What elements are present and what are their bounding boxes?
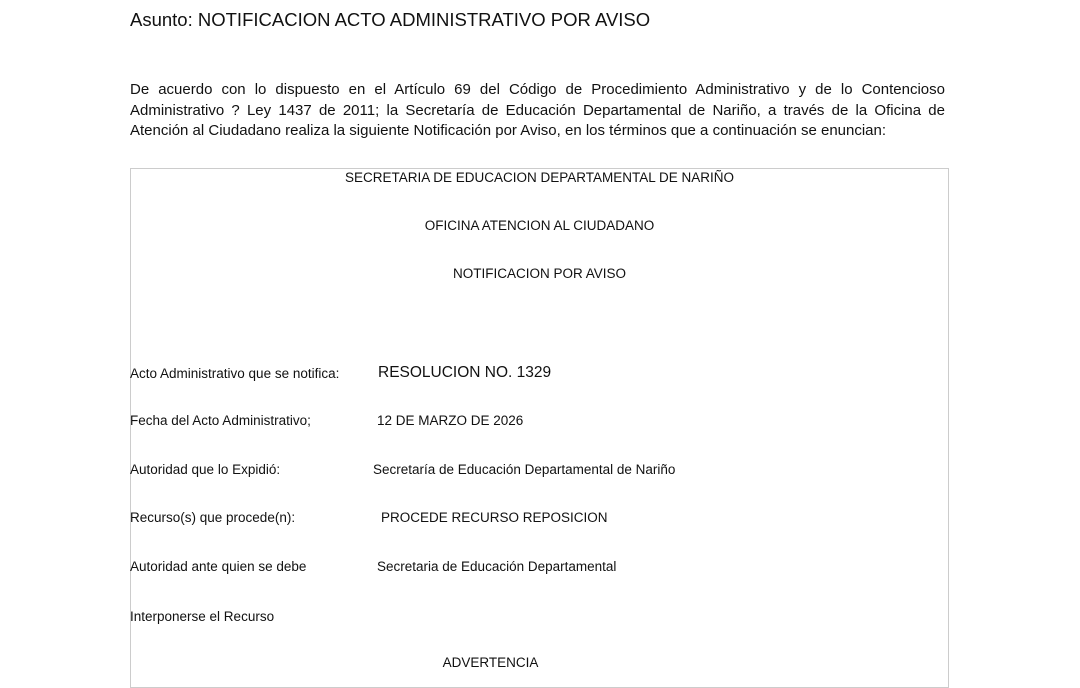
field-label-recurso: Recurso(s) que procede(n):: [130, 510, 296, 525]
field-label-acto: Acto Administrativo que se notifica:: [130, 366, 340, 381]
intro-paragraph: De acuerdo con lo dispuesto en el Artículo 69 del Código de Procedimiento Administrativo y de lo Contencioso Administrativo ? Ley 1437 de 2011; la Secretaría de Educación Departamental de Nariño, a través de la Oficina de Atención al Ciudadano realiza la siguiente Notificación por Aviso, en los términos que a continuación se enuncian:: [130, 81, 945, 139]
notice-heading-notificacion: NOTIFICACION POR AVISO: [452, 266, 627, 281]
field-label-interponerse: Interponerse el Recurso: [130, 609, 275, 624]
field-value-autoridad: Secretaría de Educación Departamental de Nariño: [373, 462, 676, 477]
field-label-fecha: Fecha del Acto Administrativo;: [130, 413, 311, 428]
field-label-autoridad: Autoridad que lo Expidió:: [130, 462, 281, 477]
field-value-autoridad-recurso: Secretaria de Educación Departamental: [377, 559, 617, 574]
subject-line: Asunto: NOTIFICACION ACTO ADMINISTRATIVO POR AVISO: [130, 9, 651, 30]
notice-heading-secretaria: SECRETARIA DE EDUCACION DEPARTAMENTAL DE NARIÑO: [344, 170, 735, 185]
notice-heading-oficina: OFICINA ATENCION AL CIUDADANO: [424, 218, 655, 233]
field-label-autoridad-recurso: Autoridad ante quien se debe: [130, 559, 307, 574]
field-value-fecha: 12 DE MARZO DE 2026: [377, 413, 524, 428]
warning-heading: ADVERTENCIA: [442, 655, 539, 670]
field-value-recurso: PROCEDE RECURSO REPOSICION: [381, 510, 608, 525]
field-value-acto: RESOLUCION NO. 1329: [378, 364, 552, 381]
